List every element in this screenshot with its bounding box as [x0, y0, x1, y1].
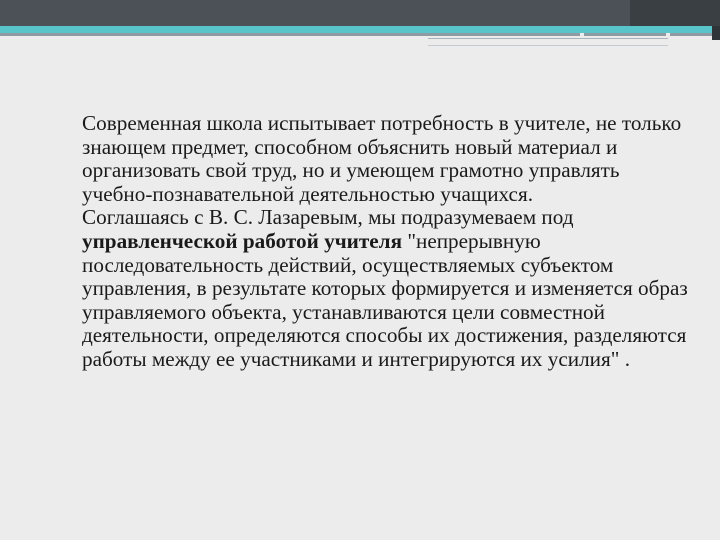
slide-body	[82, 112, 692, 372]
corner-accent	[712, 26, 720, 40]
paragraph-2-emphasis: управленческой работой учителя	[82, 228, 403, 253]
header-band	[0, 0, 720, 26]
decorative-thin-lines	[428, 38, 668, 46]
paragraph-2	[82, 206, 692, 371]
paragraph-2-intro: Соглашаясь с В. С. Лазаревым, мы подразумеваем под	[82, 205, 574, 230]
header-accent-block	[630, 0, 720, 26]
paragraph-2-quote: "непрерывную последовательность действий, осуществляемых субъектом управления, в результате которых формируется и изменяется образ управляемого объекта, устанавливаются цели совместной деятельности, определяются способы их достижения, разделяются работы между ее участниками и интегрируются их усилия" .	[82, 228, 688, 371]
paragraph-1-text: Современная школа испытывает потребность в учителе, не только знающем предмет, способном объяснить новый материал и организовать свой труд, но и умеющем грамотно управлять учебно-познавательной деятельностью учащихся.	[82, 111, 682, 206]
teal-rule	[0, 26, 720, 33]
paragraph-1	[82, 112, 692, 206]
gray-rule-middle	[584, 33, 666, 36]
gray-rule-left	[0, 33, 580, 36]
